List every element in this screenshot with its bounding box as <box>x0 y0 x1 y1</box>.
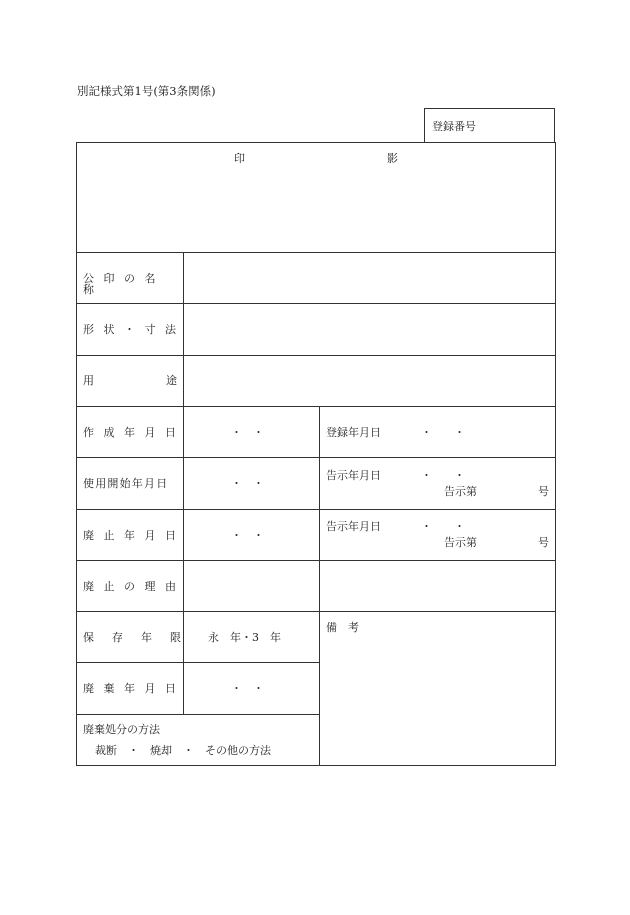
purpose-field[interactable] <box>184 356 555 406</box>
seal-impression-area[interactable] <box>77 143 555 252</box>
abolish-date-label: 廃止年月日 <box>83 529 186 542</box>
remarks-label: 備 考 <box>326 621 359 634</box>
seal-impression-label: 印 <box>234 152 245 165</box>
registration-date-field[interactable]: ・ ・ <box>421 426 465 439</box>
use-start-date-label: 使用開始年月日 <box>83 477 169 490</box>
registration-date-label: 登録年月日 <box>326 426 381 439</box>
retention-period-label: 保存年限 <box>83 631 199 644</box>
use-start-notice-number-suffix: 号 <box>538 485 549 498</box>
form-title: 別記様式第1号(第3条関係) <box>77 84 216 98</box>
shape-size-field[interactable] <box>184 304 555 355</box>
remarks-field[interactable] <box>320 612 555 765</box>
disposal-method-options[interactable]: 裁断 ・ 焼却 ・ その他の方法 <box>95 744 271 757</box>
use-start-date-field[interactable]: ・ ・ <box>231 477 264 490</box>
abolish-reason-field[interactable] <box>184 561 555 611</box>
seal-name-label: 公印の名称 <box>83 272 165 296</box>
abolish-notice-date-field[interactable]: ・ ・ <box>421 520 465 533</box>
abolish-notice-number-suffix: 号 <box>538 536 549 549</box>
disposal-method-label: 廃棄処分の方法 <box>83 723 160 736</box>
seal-impression-label-right: 影 <box>387 152 398 165</box>
abolish-notice-date-label: 告示年月日 <box>326 520 381 533</box>
retention-period-value[interactable]: 永 年・3 年 <box>208 631 281 644</box>
shape-size-label: 形状・寸法 <box>83 323 186 336</box>
use-start-notice-date-label: 告示年月日 <box>326 469 381 482</box>
created-date-field[interactable]: ・ ・ <box>231 426 264 439</box>
use-start-notice-number-label: 告示第 <box>444 485 477 498</box>
seal-name-field[interactable] <box>184 253 555 303</box>
abolish-date-field[interactable]: ・ ・ <box>231 529 264 542</box>
abolish-notice-number-label: 告示第 <box>444 536 477 549</box>
purpose-label-right: 途 <box>166 374 177 387</box>
use-start-notice-date-field[interactable]: ・ ・ <box>421 469 465 482</box>
abolish-reason-label: 廃止の理由 <box>83 580 186 593</box>
disposal-date-field[interactable]: ・ ・ <box>231 682 264 695</box>
disposal-date-label: 廃棄年月日 <box>83 682 186 695</box>
registration-number-label: 登録番号 <box>432 120 476 133</box>
created-date-label: 作成年月日 <box>83 426 186 439</box>
purpose-label: 用 <box>83 374 94 387</box>
